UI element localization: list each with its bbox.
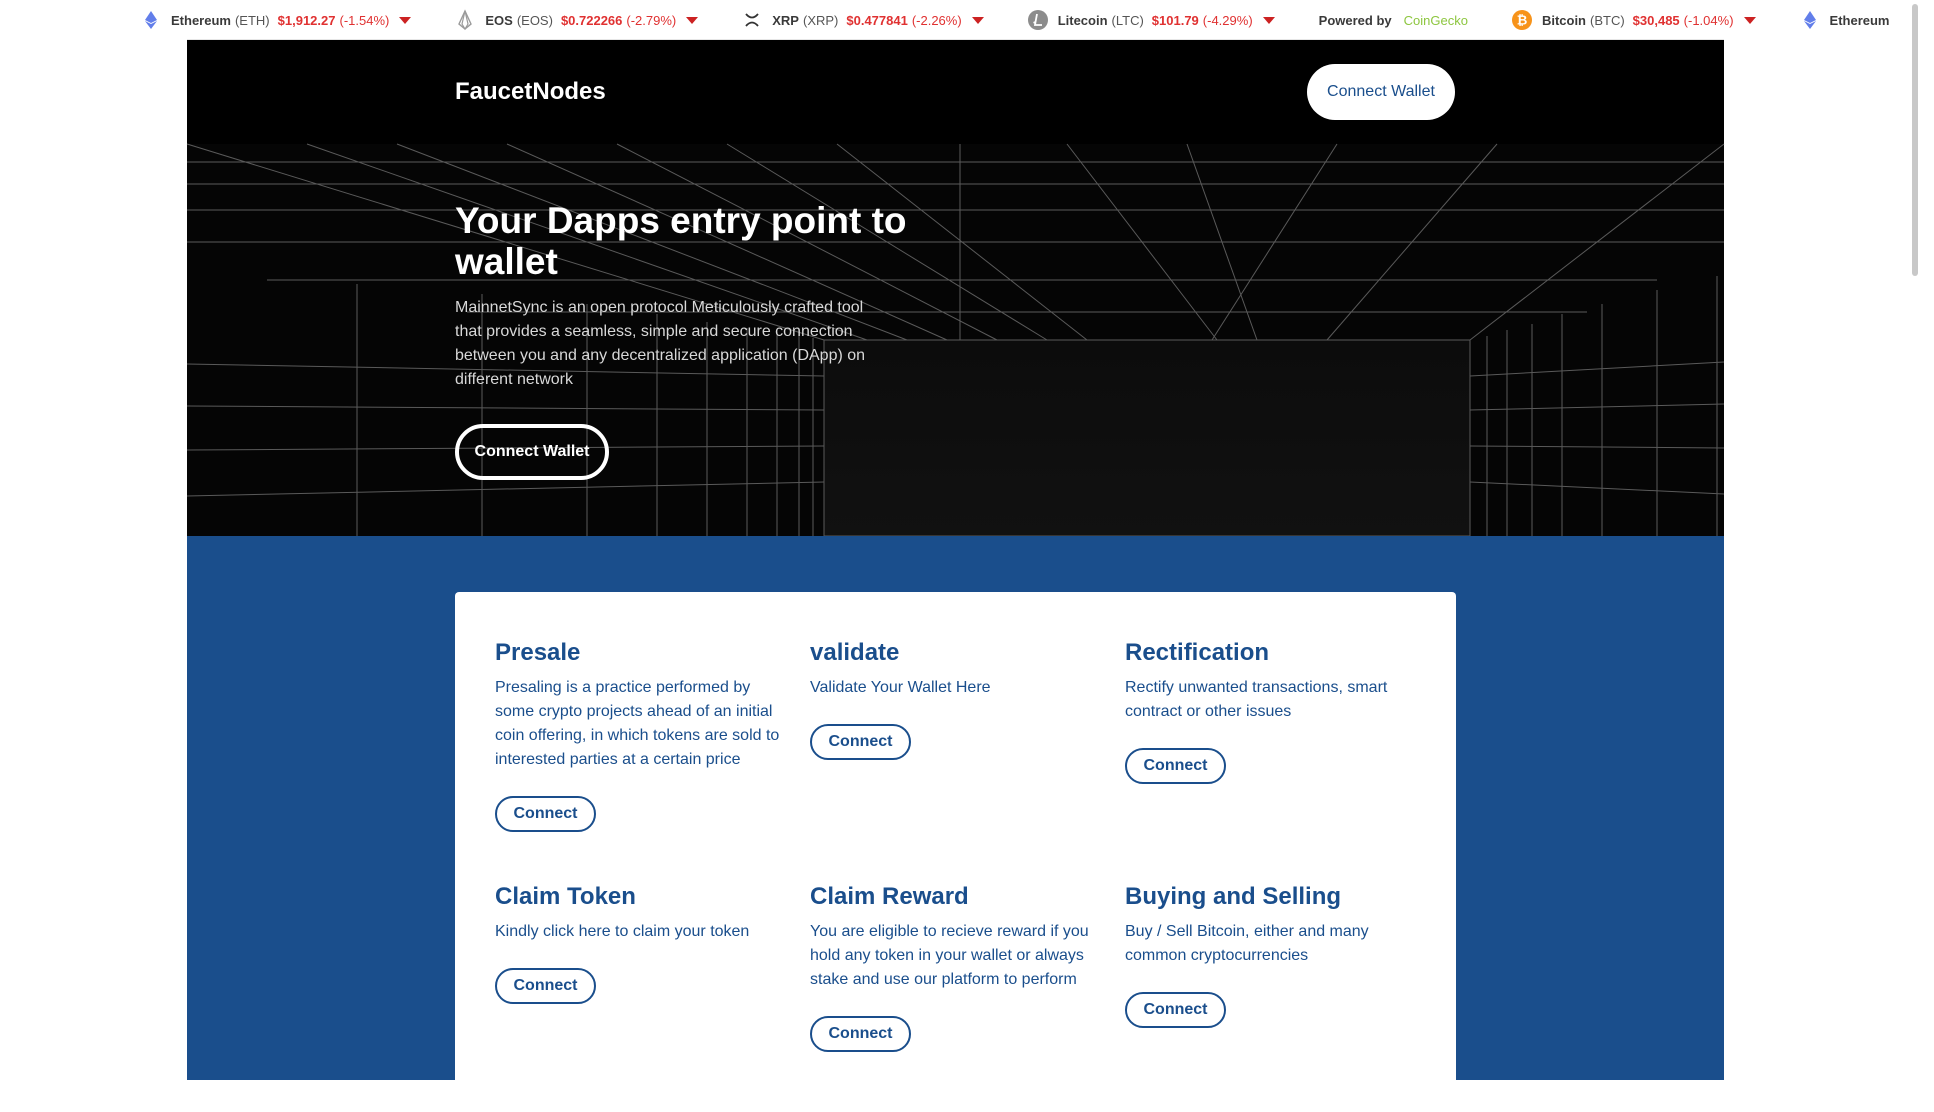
ticker-coin-name: Ethereum [171,12,231,28]
ticker-coin-change: (-1.04%) [1683,12,1734,28]
ticker-item[interactable] [455,10,698,30]
litecoin-icon [1028,10,1048,30]
ticker-coin-change: (-1.54%) [339,12,390,28]
eos-icon [455,10,475,30]
service-claim-reward [810,882,1100,1052]
service-title: Presale [495,639,581,666]
validate-connect-button[interactable]: Connect [810,724,911,760]
service-buying-selling [1125,882,1415,1028]
service-claim-token [495,882,785,1004]
bitcoin-icon [1512,10,1532,30]
service-description: Buy / Sell Bitcoin, either and many common cryptocurrencies [1125,923,1369,964]
caret-down-icon [1744,17,1756,24]
service-title: Claim Reward [810,883,969,910]
ticker-item[interactable] [1512,10,1756,30]
page-scrollbar[interactable] [1910,0,1920,1080]
ethereum-icon [141,10,161,30]
brand-logo-text[interactable]: FaucetNodes [455,78,606,105]
service-presale [495,638,785,832]
ticker-coin-change: (-2.26%) [911,12,962,28]
ticker-coin-price: $30,485 [1632,12,1680,28]
caret-down-icon [1263,17,1275,24]
service-title: Claim Token [495,883,636,910]
svg-text:₿: ₿ [1516,13,1528,29]
service-description: Presaling is a practice performed by some crypto projects ahead of an initial coin offering, in which tokens are sold to interested parties at a certain price [495,679,780,768]
service-title: Rectification [1125,639,1270,666]
hero-section [187,144,1724,536]
ticker-coin-price: $0.722266 [560,12,623,28]
hero-connect-wallet-button[interactable]: Connect Wallet [455,424,609,480]
price-ticker [171,0,1890,40]
service-description: You are eligible to recieve reward if you hold any token in your wallet or always stake and use our platform to perform [810,923,1089,988]
xrp-icon [742,10,762,30]
ticker-coin-name: Bitcoin [1541,12,1586,28]
ticker-coin-price: $101.79 [1151,12,1199,28]
powered-by-label: Powered by [1318,12,1392,28]
rectification-connect-button[interactable]: Connect [1125,748,1226,784]
claim-reward-connect-button[interactable]: Connect [810,1016,911,1052]
hero-title: Your Dapps entry point to wallet [455,200,907,282]
service-description: Validate Your Wallet Here [810,679,991,696]
caret-down-icon [399,17,411,24]
buying-selling-connect-button[interactable]: Connect [1125,992,1226,1028]
ticker-coin-name: XRP [772,12,799,28]
coingecko-link[interactable]: CoinGecko [1403,12,1468,28]
service-validate [810,638,1100,760]
caret-down-icon [972,17,984,24]
ticker-coin-symbol: (XRP) [802,12,839,28]
service-description: Kindly click here to claim your token [495,923,750,940]
ticker-coin-symbol: (ETH) [234,12,270,28]
ticker-coin-name: Litecoin [1057,12,1108,28]
ticker-item[interactable] [742,10,983,30]
ticker-coin-symbol: (EOS) [516,12,553,28]
ticker-track [171,0,1934,40]
ticker-coin-change: (-2.79%) [626,12,677,28]
claim-token-connect-button[interactable]: Connect [495,968,596,1004]
scrollbar-thumb[interactable] [1912,4,1918,276]
ticker-coin-price: $0.477841 [846,12,908,28]
services-card [455,592,1456,1112]
ticker-coin-name: Ethereum [1829,12,1890,28]
service-title: Buying and Selling [1125,883,1342,910]
ticker-coin-price: $1,912.27 [277,12,336,28]
ticker-coin-name: EOS [485,12,513,28]
service-title: validate [810,639,900,666]
service-description: Rectify unwanted transactions, smart contract or other issues [1125,679,1388,720]
ticker-item[interactable] [141,10,411,30]
ethereum-icon [1800,10,1820,30]
services-section [187,536,1724,1080]
ticker-item[interactable] [1028,10,1275,30]
service-rectification [1125,638,1415,784]
caret-down-icon [686,17,698,24]
presale-connect-button[interactable]: Connect [495,796,596,832]
ticker-coin-symbol: (BTC) [1590,12,1625,28]
ticker-coin-change: (-4.29%) [1202,12,1253,28]
perspective-grid-graphic [187,144,1724,536]
hero-description: MainnetSync is an open protocol Meticulously crafted tool that provides a seamless, simple and secure connection between you and any decentralized application (DApp) on different network [455,299,866,388]
header-connect-wallet-button[interactable]: Connect Wallet [1307,64,1455,120]
ticker-item[interactable] [1800,10,1890,30]
ticker-coin-symbol: (LTC) [1111,12,1144,28]
site-header [187,40,1724,144]
page [187,40,1724,1080]
